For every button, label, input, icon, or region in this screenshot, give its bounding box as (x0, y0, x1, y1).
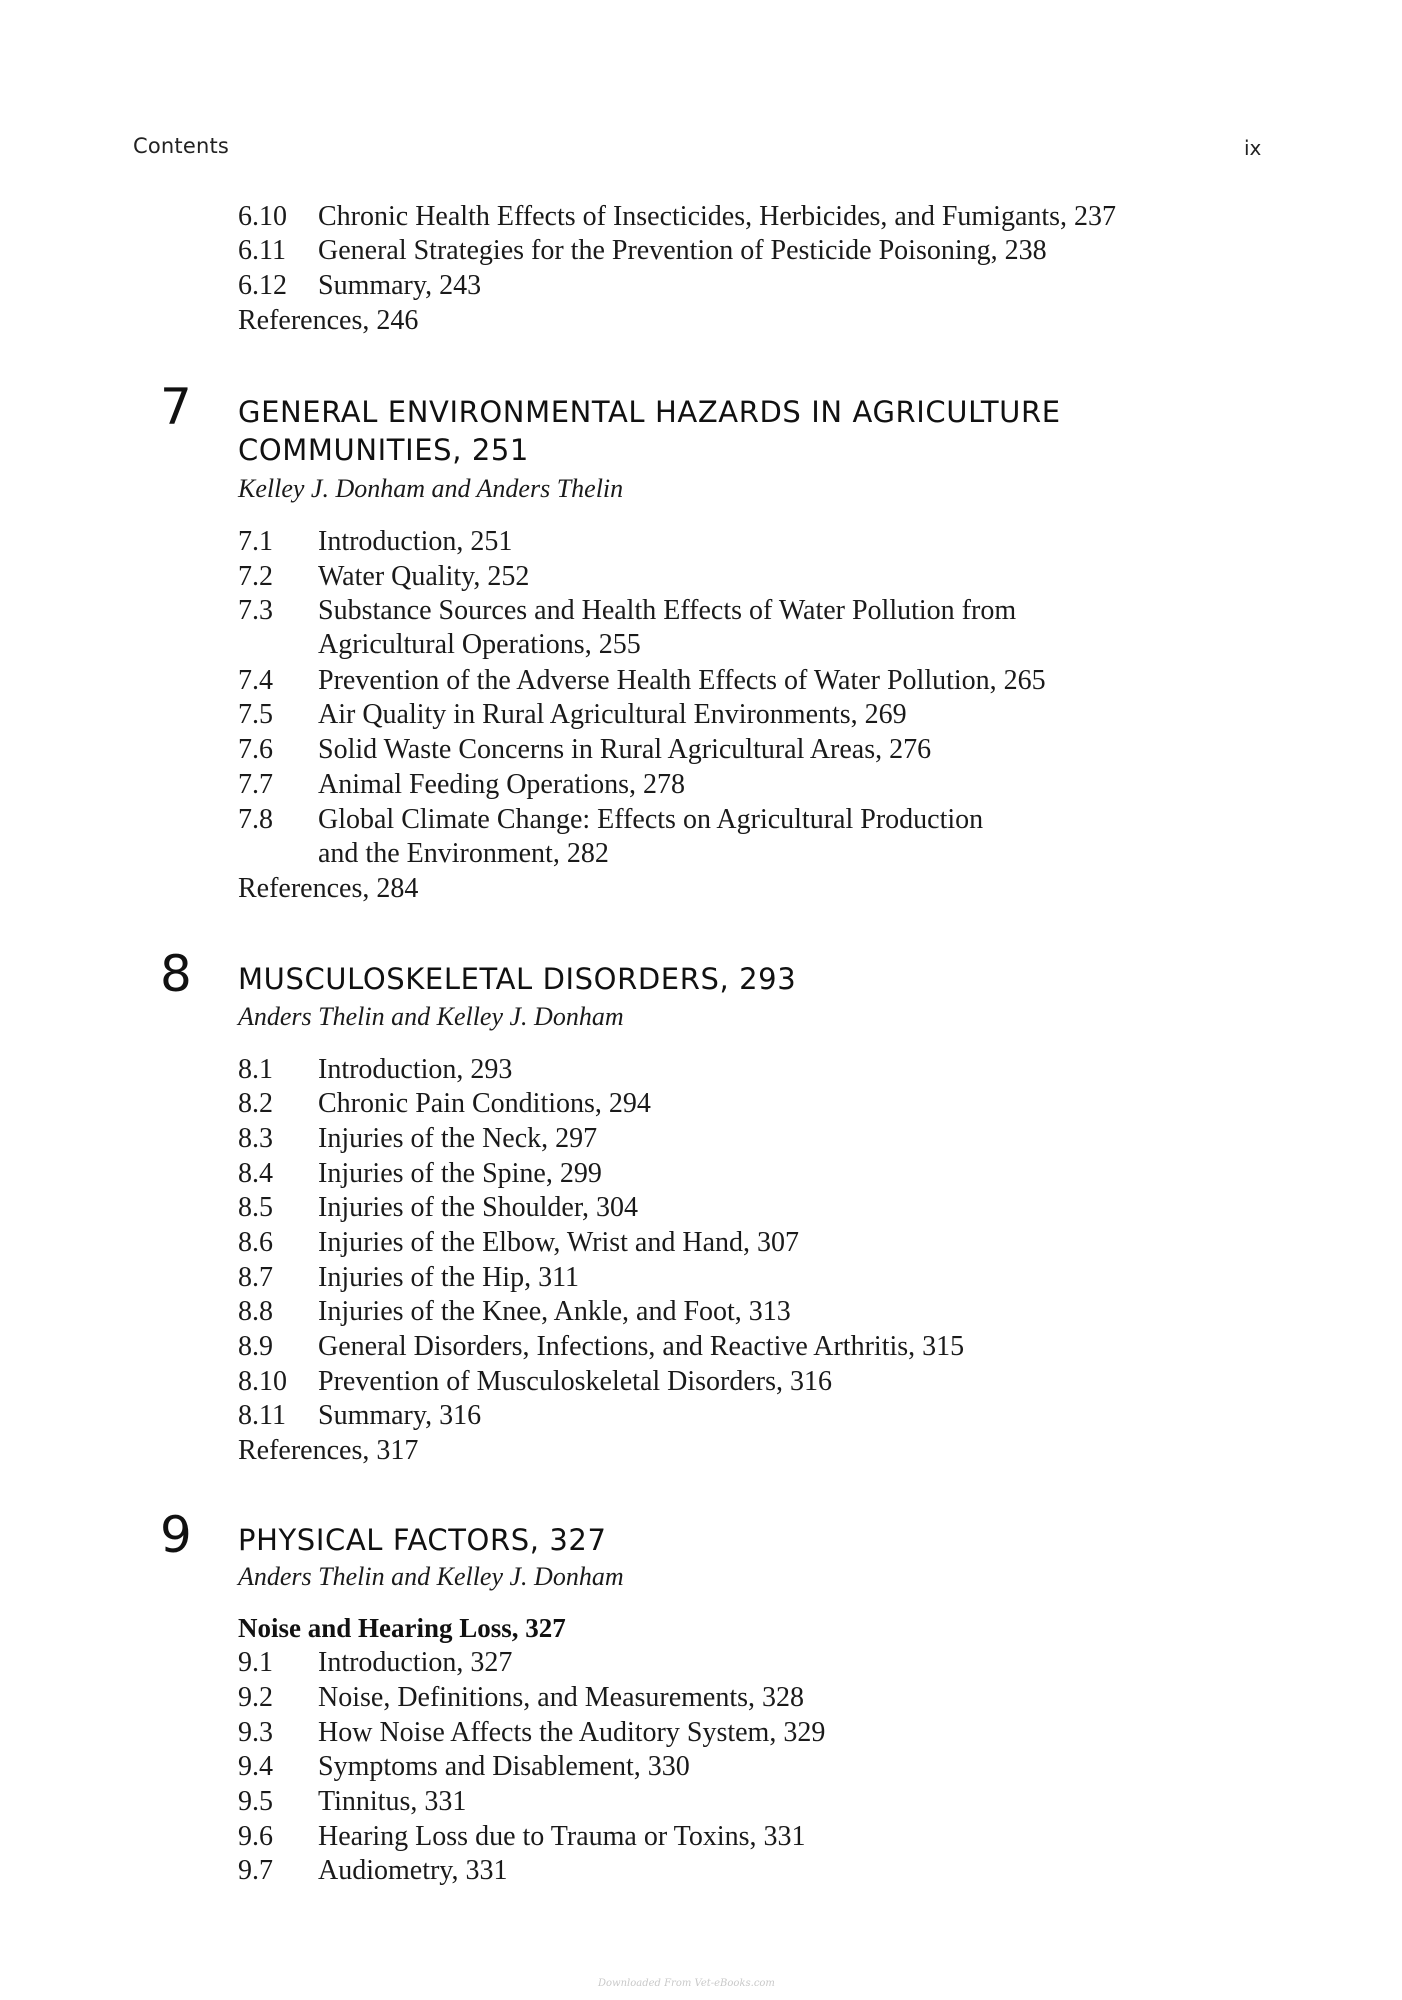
section-title: Introduction, 293 (318, 1054, 513, 1085)
toc-entry[interactable] (238, 1295, 791, 1329)
toc-entry[interactable] (238, 200, 1116, 234)
section-title: Summary, 316 (318, 1400, 482, 1431)
section-number: 9.4 (238, 1751, 273, 1782)
toc-entry[interactable] (238, 1122, 597, 1156)
section-number: 7.8 (238, 804, 273, 835)
chapter-number: 7 (160, 378, 192, 436)
section-number: 8.10 (238, 1366, 287, 1397)
subsection-heading[interactable]: Noise and Hearing Loss, 327 (238, 1613, 566, 1643)
section-title: Introduction, 327 (318, 1647, 513, 1678)
section-title: Audiometry, 331 (318, 1855, 508, 1886)
toc-entry[interactable] (238, 594, 1016, 662)
section-title: Tinnitus, 331 (318, 1786, 467, 1817)
section-title: Injuries of the Elbow, Wrist and Hand, 307 (318, 1227, 800, 1258)
toc-entry[interactable] (238, 1191, 638, 1225)
chapter-title[interactable]: PHYSICAL FACTORS, 327 (238, 1523, 607, 1557)
section-title: References, 246 (238, 305, 419, 336)
section-number: 9.6 (238, 1821, 273, 1852)
section-title: References, 284 (238, 873, 419, 904)
section-title: Substance Sources and Health Effects of Water Pollution from Agricultural Operations, 255 (318, 595, 1017, 660)
section-title: Prevention of Musculoskeletal Disorders, 316 (318, 1366, 833, 1397)
toc-entry[interactable] (238, 1854, 508, 1888)
section-number: 7.7 (238, 769, 273, 800)
section-number: 8.9 (238, 1331, 273, 1362)
section-number: 7.2 (238, 561, 273, 592)
toc-entry[interactable] (238, 664, 1046, 698)
section-number: 8.7 (238, 1262, 273, 1293)
toc-entry[interactable] (238, 234, 1047, 268)
section-title: References, 317 (238, 1435, 419, 1466)
chapter-number: 9 (160, 1506, 192, 1564)
section-number: 7.3 (238, 595, 273, 626)
section-title: Prevention of the Adverse Health Effects of Water Pollution, 265 (318, 665, 1046, 696)
section-number: 9.7 (238, 1855, 273, 1886)
section-number: 7.1 (238, 526, 273, 557)
chapter-authors: Anders Thelin and Kelley J. Donham (238, 1562, 624, 1591)
toc-entry[interactable] (238, 1399, 481, 1433)
section-title: Chronic Health Effects of Insecticides, Herbicides, and Fumigants, 237 (318, 201, 1117, 232)
watermark-text: Downloaded From Vet-eBooks.com (598, 1978, 775, 1989)
section-number: 8.3 (238, 1123, 273, 1154)
section-title: Global Climate Change: Effects on Agricultural Production and the Environment, 282 (318, 804, 984, 869)
section-number: 9.2 (238, 1682, 273, 1713)
toc-entry[interactable] (238, 803, 983, 871)
chapter-authors: Anders Thelin and Kelley J. Donham (238, 1002, 624, 1031)
section-number: 8.11 (238, 1400, 286, 1431)
section-title: Injuries of the Neck, 297 (318, 1123, 598, 1154)
toc-entry[interactable] (238, 1681, 804, 1715)
toc-references[interactable] (238, 304, 418, 338)
section-title: General Disorders, Infections, and Reactive Arthritis, 315 (318, 1331, 965, 1362)
toc-entry[interactable] (238, 1820, 806, 1854)
chapter-number: 8 (160, 945, 192, 1003)
toc-entry[interactable] (238, 1330, 964, 1364)
section-title: Chronic Pain Conditions, 294 (318, 1088, 651, 1119)
section-title: Noise, Definitions, and Measurements, 328 (318, 1682, 805, 1713)
toc-entry[interactable] (238, 269, 481, 303)
toc-entry[interactable] (238, 1087, 651, 1121)
toc-entry[interactable] (238, 1053, 512, 1087)
section-number: 8.2 (238, 1088, 273, 1119)
toc-entry[interactable] (238, 733, 931, 767)
toc-references[interactable] (238, 1434, 418, 1468)
section-number: 6.11 (238, 235, 286, 266)
section-number: 6.12 (238, 270, 287, 301)
section-number: 8.8 (238, 1296, 273, 1327)
toc-entry[interactable] (238, 1157, 602, 1191)
toc-entry[interactable] (238, 1261, 579, 1295)
chapter-authors: Kelley J. Donham and Anders Thelin (238, 474, 624, 503)
toc-entry[interactable] (238, 1750, 690, 1784)
section-title: Injuries of the Knee, Ankle, and Foot, 313 (318, 1296, 791, 1327)
section-number: 6.10 (238, 201, 287, 232)
section-number: 8.6 (238, 1227, 273, 1258)
toc-entry[interactable] (238, 1226, 799, 1260)
section-title: Animal Feeding Operations, 278 (318, 769, 686, 800)
section-number: 7.6 (238, 734, 273, 765)
section-number: 8.1 (238, 1054, 273, 1085)
section-title: Water Quality, 252 (318, 561, 530, 592)
toc-entry[interactable] (238, 1785, 466, 1819)
toc-entry[interactable] (238, 1646, 512, 1680)
section-number: 7.4 (238, 665, 273, 696)
toc-entry[interactable] (238, 1365, 832, 1399)
section-title: Injuries of the Shoulder, 304 (318, 1192, 639, 1223)
page-number: ix (1244, 136, 1262, 160)
toc-references[interactable] (238, 872, 418, 906)
section-title: Injuries of the Spine, 299 (318, 1158, 602, 1189)
section-title: General Strategies for the Prevention of Pesticide Poisoning, 238 (318, 235, 1047, 266)
chapter-title[interactable]: GENERAL ENVIRONMENTAL HAZARDS IN AGRICULTURE COMMUNITIES, 251 (238, 395, 1061, 467)
section-title: Summary, 243 (318, 270, 482, 301)
section-title: Introduction, 251 (318, 526, 513, 557)
section-title: How Noise Affects the Auditory System, 329 (318, 1717, 826, 1748)
toc-entry[interactable] (238, 560, 529, 594)
toc-entry[interactable] (238, 698, 907, 732)
toc-entry[interactable] (238, 1716, 825, 1750)
running-header: Contents (133, 134, 230, 158)
section-number: 9.3 (238, 1717, 273, 1748)
section-number: 7.5 (238, 699, 273, 730)
toc-entry[interactable] (238, 768, 685, 802)
section-title: Solid Waste Concerns in Rural Agricultural Areas, 276 (318, 734, 932, 765)
section-title: Symptoms and Disablement, 330 (318, 1751, 690, 1782)
section-number: 9.5 (238, 1786, 273, 1817)
toc-entry[interactable] (238, 525, 512, 559)
section-number: 8.5 (238, 1192, 273, 1223)
section-title: Injuries of the Hip, 311 (318, 1262, 580, 1293)
section-number: 8.4 (238, 1158, 273, 1189)
section-title: Hearing Loss due to Trauma or Toxins, 331 (318, 1821, 806, 1852)
chapter-title[interactable]: MUSCULOSKELETAL DISORDERS, 293 (238, 962, 797, 996)
section-title: Air Quality in Rural Agricultural Environments, 269 (318, 699, 907, 730)
section-number: 9.1 (238, 1647, 273, 1678)
